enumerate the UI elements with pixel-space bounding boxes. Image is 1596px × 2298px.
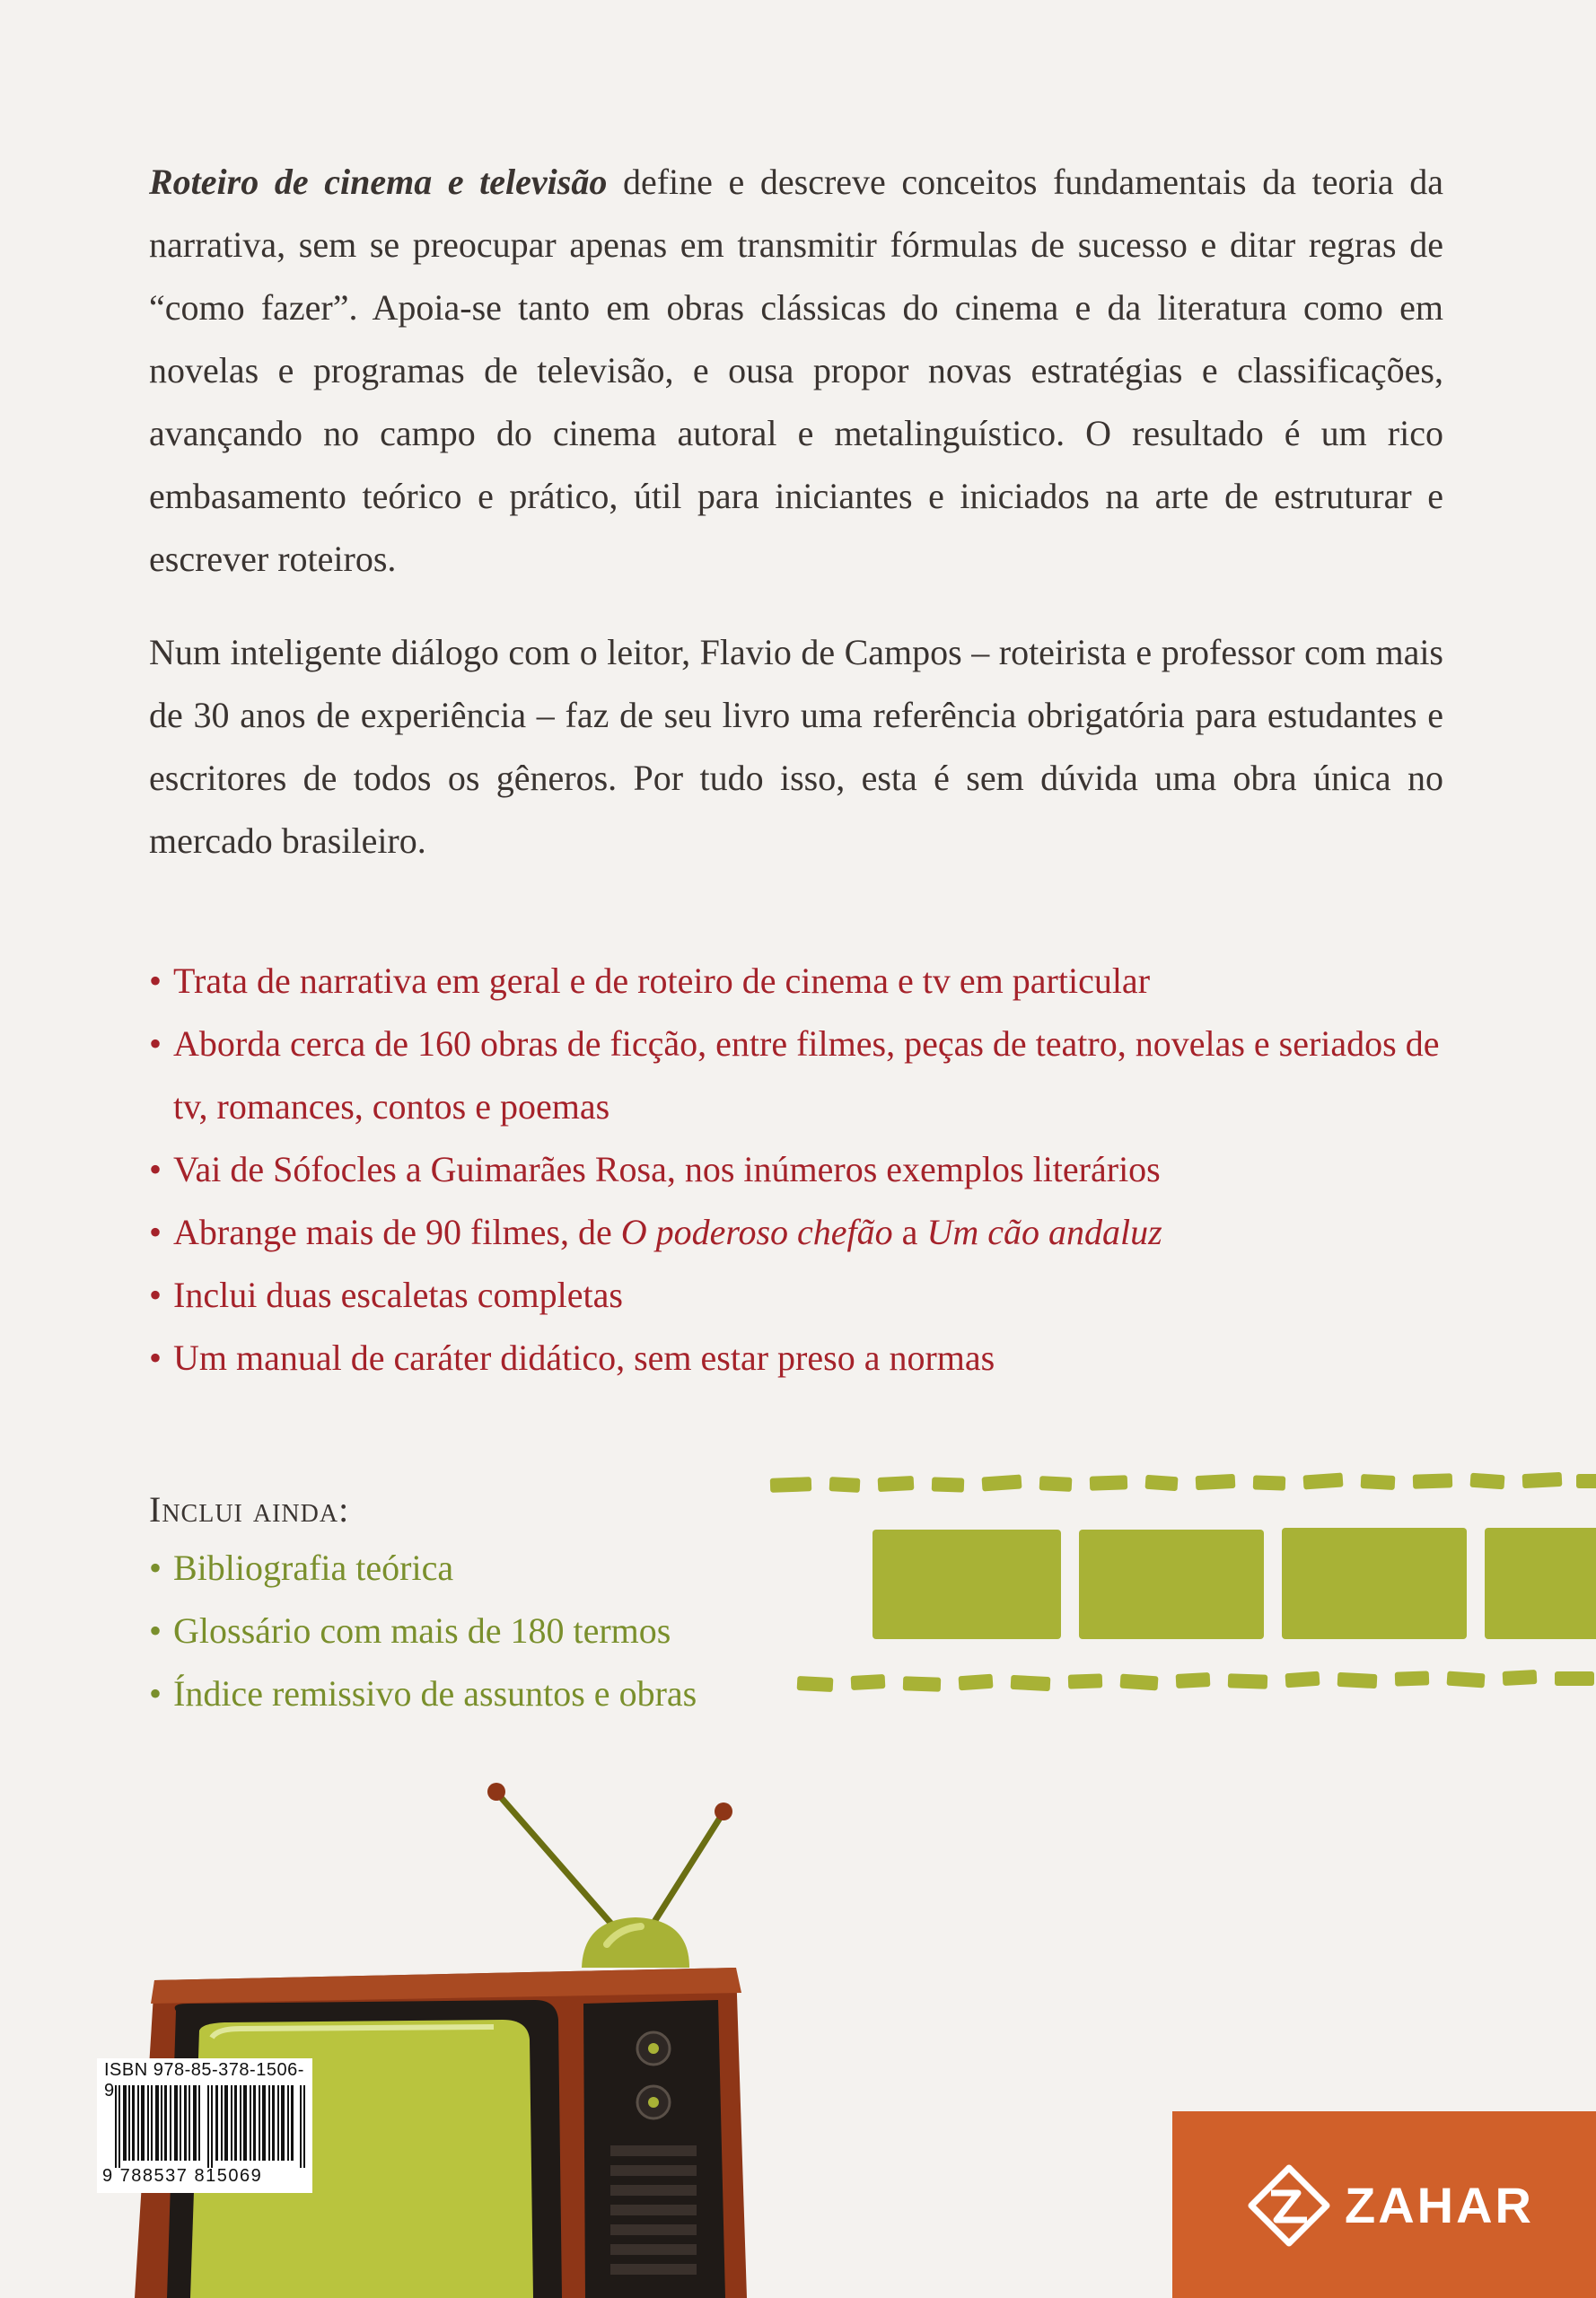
highlight-item-films bbox=[149, 1201, 1442, 1264]
film-title: O poderoso chefão bbox=[620, 1212, 893, 1252]
highlight-item: • Aborda cerca de 160 obras de ficção, entre filmes, peças de teatro, novelas e seriados de tv, romances, contos e poemas bbox=[149, 1013, 1442, 1138]
barcode-bars bbox=[115, 2085, 307, 2168]
extras-heading: Inclui ainda: bbox=[149, 1489, 350, 1530]
television-illustration bbox=[0, 1768, 772, 2298]
extras-item: • Glossário com mais de 180 termos bbox=[149, 1600, 697, 1662]
author-paragraph: Num inteligente diálogo com o leitor, Flavio de Campos – roteirista e professor com mais de 30 anos de experiência – faz de seu livro uma referência obrigatória para estudantes e escritores de todos os gêneros. Por tudo isso, esta é sem dúvida uma obra única no mercado brasileiro. bbox=[149, 632, 1443, 861]
publisher-badge bbox=[1172, 2111, 1596, 2298]
highlight-item: • Trata de narrativa em geral e de roteiro de cinema e tv em particular bbox=[149, 950, 1442, 1013]
films-middle: a bbox=[892, 1212, 927, 1252]
extras-item: • Índice remissivo de assuntos e obras bbox=[149, 1662, 697, 1725]
highlight-item: • Vai de Sófocles a Guimarães Rosa, nos inúmeros exemplos literários bbox=[149, 1138, 1442, 1201]
description-paragraph bbox=[149, 151, 1443, 591]
description-text: define e descreve conceitos fundamentais da teoria da narrativa, sem se preocupar apenas em transmitir fórmulas de sucesso e ditar regras de “como fazer”. Apoia-se tanto em obras clássicas do cinema e da literatura como em novelas e programas de televisão, e ousa propor novas estratégias e classificações, avançando no campo do cinema autoral e metalinguístico. O resultado é um rico embasamento teórico e prático, útil para iniciantes e iniciados na arte de estruturar e escrever roteiros. bbox=[149, 162, 1443, 579]
highlight-item: • Inclui duas escaletas completas bbox=[149, 1264, 1442, 1327]
highlight-item: • Um manual de caráter didático, sem estar preso a normas bbox=[149, 1327, 1442, 1390]
film-title: Um cão andaluz bbox=[926, 1212, 1162, 1252]
highlights-list bbox=[149, 950, 1442, 1390]
book-title: Roteiro de cinema e televisão bbox=[149, 162, 608, 202]
filmstrip-illustration bbox=[768, 1463, 1596, 1724]
zahar-logo-icon bbox=[1244, 2161, 1334, 2250]
extras-item: • Bibliografia teórica bbox=[149, 1537, 697, 1600]
isbn-label: ISBN 978-85-378-1506-9 bbox=[104, 2060, 304, 2101]
films-prefix: Abrange mais de 90 filmes, de bbox=[173, 1212, 621, 1252]
publisher-name: ZAHAR bbox=[1345, 2177, 1534, 2233]
barcode-digits: 9 788537 815069 bbox=[102, 2166, 263, 2186]
extras-list bbox=[149, 1537, 697, 1725]
isbn-barcode bbox=[97, 2058, 312, 2193]
